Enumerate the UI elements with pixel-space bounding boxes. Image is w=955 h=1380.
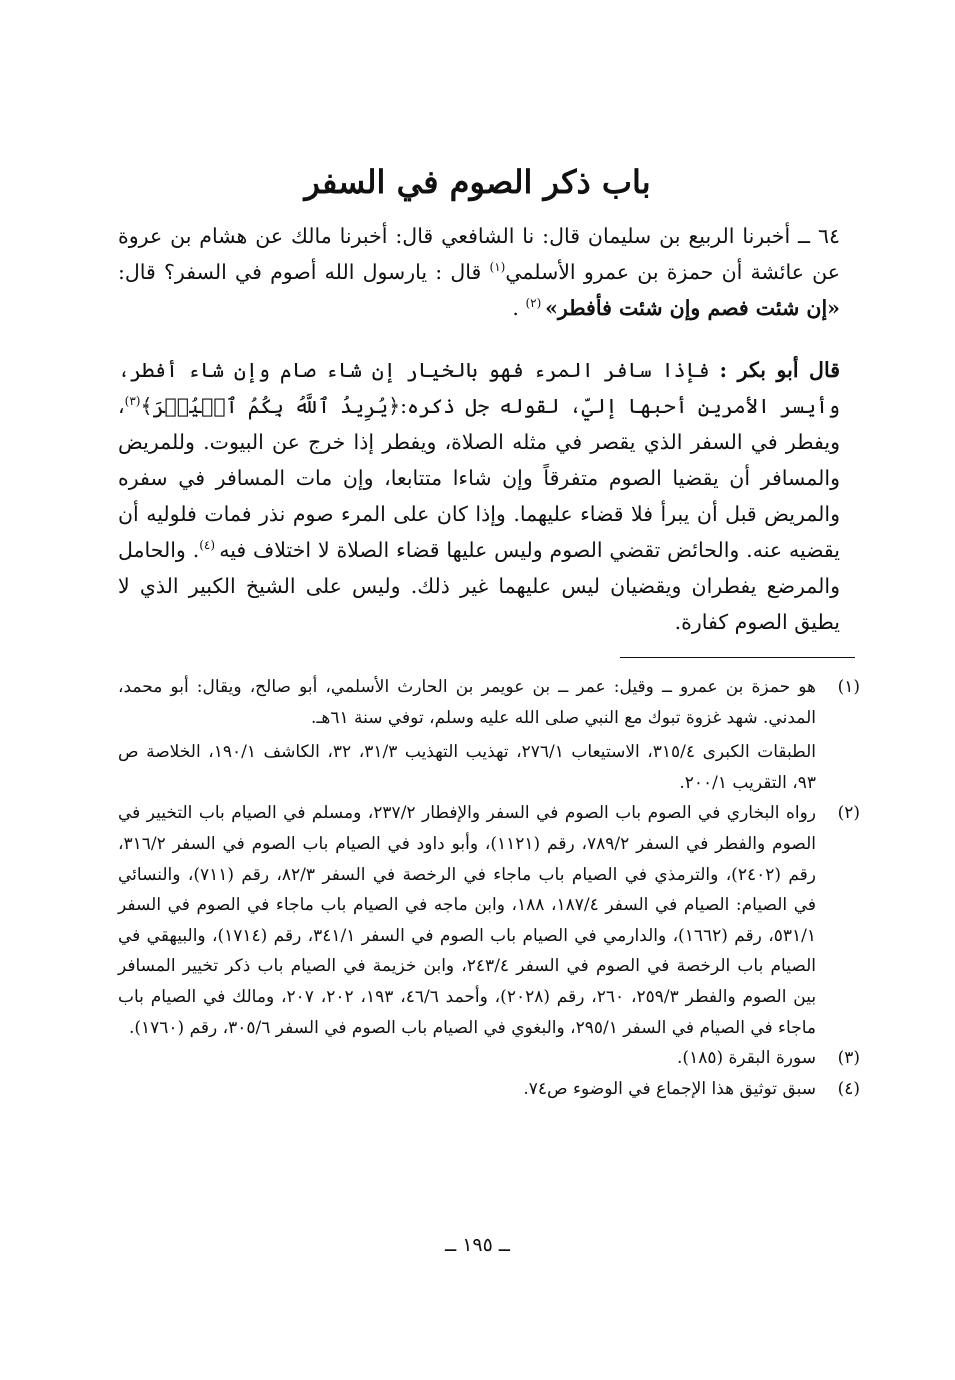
hadith-text: ٦٤ ــ أخبرنا الربيع بن سليمان قال: نا الشافعي قال: أخبرنا مالك عن هشام بن عروة عن عائشة أن حمزة بن عمرو الأسلمي [118,224,840,284]
footnote-text: هو حمزة بن عمرو ــ وقيل: عمر ــ بن عويمر بن الحارث الأسلمي، أبو صالح، ويقال: أبو محمد، المدني. شهد غزوة تبوك مع النبي صلى الله عليه وسلم، توفي سنة ٦١هـ. [118,677,816,728]
footnote-number: (٣) [837,1048,860,1069]
hadith-paragraph [118,218,840,326]
footnote [118,1074,860,1105]
footnote-ref-1[interactable]: (١) [489,260,506,275]
footnote-ref-4[interactable]: (٤) [199,538,220,553]
footnote-sources: الطبقات الكبرى ٣١٥/٤، الاستيعاب ٢٧٦/١، تهذيب التهذيب ٣١/٣، ٣٢، الكاشف ١٩٠/١، الخلاصة ص ٩٣، التقريب ٢٠٠/١. [118,742,817,793]
footnote-text: رواه البخاري في الصوم باب الصوم في السفر والإفطار ٢٣٧/٢، ومسلم في الصيام باب التخيير في الصوم والفطر في السفر ٧٨٩/٢، رقم (١١٢١)، وأبو داود في الصيام باب الصوم في السفر ٣١٦/٢، رقم (٢٤٠٢)، والترمذي في الصيام باب ماجاء في الرخصة في السفر ٨٢/٣، رقم (٧١١)، والنسائي في الصيام: الصيام في السفر ١٨٧/٤، ١٨٨، وابن ماجه في الصيام باب ماجاء في الصوم في السفر ٥٣١/١، رقم (١٦٦٢)، والدارمي في الصيام باب الصوم في السفر ٣٤١/١، رقم (١٧١٤)، والبيهقي في الصيام باب الرخصة في الصوم في السفر ٢٤٣/٤، وابن خزيمة في الصيام باب ذكر تخيير المسافر بين الصوم والفطر ٢٥٩/٣، ٢٦٠، رقم (٢٠٢٨)، وأحمد ٤٦/٦، ١٩٣، ٢٠٢، ٢٠٧، ومالك في الصيام باب ماجاء في الصيام في السفر ٢٩٥/١، والبغوي في الصيام باب الصوم في السفر ٣٠٥/٦، رقم (١٧٦٠). [118,803,817,1038]
footnote [118,798,860,1043]
footnote-number: (١) [837,677,860,697]
footnote-ref-3[interactable]: (٣) [124,394,141,409]
footnote-divider [620,657,855,658]
hadith-quote: «إن شئت فصم وإن شئت فأفطر» [545,296,840,320]
hadith-text-2: قال : يارسول الله أصوم في السفر؟ قال: [118,260,490,284]
footnote-text: سبق توثيق هذا الإجماع في الوضوء ص٧٤. [523,1078,816,1099]
footnote-body [118,798,816,1043]
commentary-text-3: . والحامل والمرضع يفطران ويقضيان ليس عليهما غير ذلك. وليس على الشيخ الكبير الذي لا يطيق الصوم كفارة. [118,538,840,634]
footnote-text: سورة البقرة (١٨٥). [677,1048,816,1069]
hadith-end: . [512,296,526,320]
page-number: ــ ١٩٥ ــ [445,1234,510,1256]
commentary-text-1: فإذا سافر المرء فهو بالخيار إن شاء صام وإن شاء أفطر، وأيسر الأمرين أحبها إليّ، لقوله جل ذكره: [118,358,840,418]
footnote-ref-2[interactable]: (٢) [525,296,546,311]
footnote-body [118,1043,816,1074]
footnote-number: (٤) [837,1078,860,1099]
footnote-body [118,1074,816,1105]
footnote [118,1043,860,1074]
commentary-paragraph [118,352,840,640]
commentary-text-2: ، ويفطر في السفر الذي يقصر في مثله الصلاة، ويفطر إذا خرج عن البيوت. وللمريض والمسافر أن يقضيا الصوم متفرقاً وإن شاءا متتابعا، وإن مات المسافر في سفره والمريض قبل أن يبرأ فلا قضاء عليهما. وإذا كان على المرء صوم نذر فمات فلوليه أن يقضيه عنه. والحائض تقضي الصوم وليس عليها قضاء الصلاة لا اختلاف فيه [118,394,841,562]
footnote-number: (٢) [837,803,860,824]
quran-verse: ﴿يُرِيدُ ٱللَّهُ بِكُمُ ٱلۡيُسۡرَ﴾ [140,394,401,418]
commentary-speaker: قال أبو بكر : [719,358,840,382]
footnote-body [118,672,816,798]
footnote [118,672,860,798]
chapter-title: باب ذكر الصوم في السفر [304,163,651,201]
footnotes [118,672,860,1104]
